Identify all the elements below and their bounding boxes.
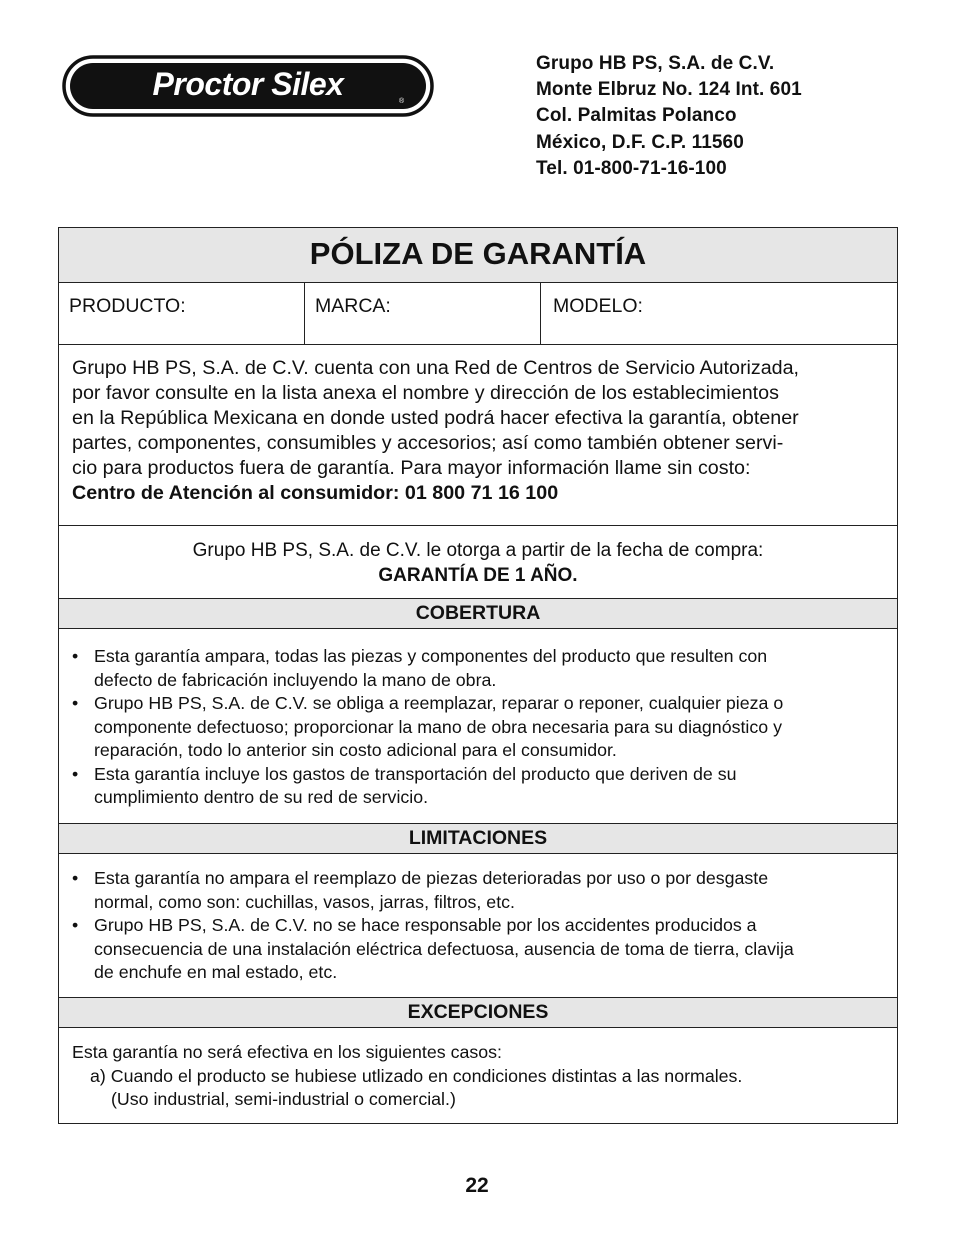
warranty-grant: [59, 526, 897, 599]
company-address: [536, 51, 802, 182]
item-line: • Esta garantía incluye los gastos de transportación del producto que deriven de su: [94, 763, 737, 784]
address-line: Tel. 01-800-71-16-100: [536, 157, 727, 179]
item-line: • Esta garantía ampara, todas las piezas y componentes del producto que resulten con: [94, 646, 768, 666]
list-item: [72, 914, 887, 985]
logo-text: Proctor Silex: [152, 66, 344, 102]
item-line: de enchufe en mal estado, etc.: [94, 962, 338, 982]
consumer-hotline: Centro de Atención al consumidor: 01 800 71 16 100: [72, 482, 559, 504]
address-line: Grupo HB PS, S.A. de C.V.: [536, 53, 775, 74]
excepciones-heading: EXCEPCIONES: [59, 998, 897, 1028]
list-item: [72, 867, 887, 914]
paragraph-line: cio para productos fuera de garantía. Para mayor información llame sin costo:: [72, 457, 751, 479]
item-line: reparación, todo lo anterior sin costo adicional para el consumidor.: [94, 740, 617, 760]
product-fields-row: [59, 283, 897, 345]
warranty-form: [58, 227, 898, 1124]
paragraph-line: en la República Mexicana en donde usted podrá hacer efectiva la garantía, obtener: [72, 407, 799, 429]
limitaciones-heading: LIMITACIONES: [59, 824, 897, 854]
proctor-silex-logo: [62, 55, 434, 117]
modelo-field: MODELO:: [553, 295, 643, 317]
item-line: defecto de fabricación incluyendo la mano de obra.: [94, 669, 497, 690]
excepciones-body: [59, 1028, 897, 1123]
address-line: México, D.F. C.P. 11560: [536, 131, 744, 153]
warranty-period: GARANTÍA DE 1 AÑO.: [378, 565, 578, 586]
paragraph-line: partes, componentes, consumibles y accesorios; así como también obtener servi-: [72, 432, 784, 454]
item-line: cumplimiento dentro de su red de servicio.: [94, 787, 429, 807]
list-item: [72, 763, 887, 810]
grant-line: Grupo HB PS, S.A. de C.V. le otorga a partir de la fecha de compra:: [192, 540, 764, 561]
marca-field: MARCA:: [305, 283, 541, 344]
cobertura-heading: COBERTURA: [59, 599, 897, 629]
item-line: componente defectuoso; proporcionar la mano de obra necesaria para su diagnóstico y: [94, 716, 782, 737]
limitaciones-list: [59, 854, 897, 998]
form-title: PÓLIZA DE GARANTÍA: [59, 228, 897, 283]
exception-item-a-detail: (Uso industrial, semi-industrial o comercial.): [111, 1089, 456, 1109]
address-line: Col. Palmitas Polanco: [536, 105, 737, 127]
item-line: • Grupo HB PS, S.A. de C.V. no se hace responsable por los accidentes producidos a: [94, 915, 757, 935]
paragraph-line: Grupo HB PS, S.A. de C.V. cuenta con una Red de Centros de Servicio Autorizada,: [72, 357, 800, 379]
list-item: [72, 645, 887, 692]
service-center-paragraph: [59, 345, 897, 526]
svg-text:®: ®: [399, 98, 405, 105]
item-line: consecuencia de una instalación eléctrica defectuosa, ausencia de toma de tierra, clavija: [94, 938, 794, 959]
address-line: Monte Elbruz No. 124 Int. 601: [536, 79, 802, 101]
producto-field: PRODUCTO:: [59, 283, 305, 344]
exception-item-a: a) Cuando el producto se hubiese utlizado en condiciones distintas a las normales.: [90, 1065, 743, 1086]
excepciones-intro: Esta garantía no será efectiva en los siguientes casos:: [72, 1042, 502, 1062]
item-line: normal, como son: cuchillas, vasos, jarras, filtros, etc.: [94, 891, 515, 912]
list-item: [72, 692, 887, 763]
paragraph-line: por favor consulte en la lista anexa el nombre y dirección de los establecimientos: [72, 382, 779, 404]
item-line: • Grupo HB PS, S.A. de C.V. se obliga a reemplazar, reparar o reponer, cualquier pieza o: [94, 693, 784, 713]
page-number: 22: [465, 1174, 489, 1197]
item-line: • Esta garantía no ampara el reemplazo de piezas deterioradas por uso o por desgaste: [94, 868, 769, 888]
cobertura-list: [59, 629, 897, 824]
